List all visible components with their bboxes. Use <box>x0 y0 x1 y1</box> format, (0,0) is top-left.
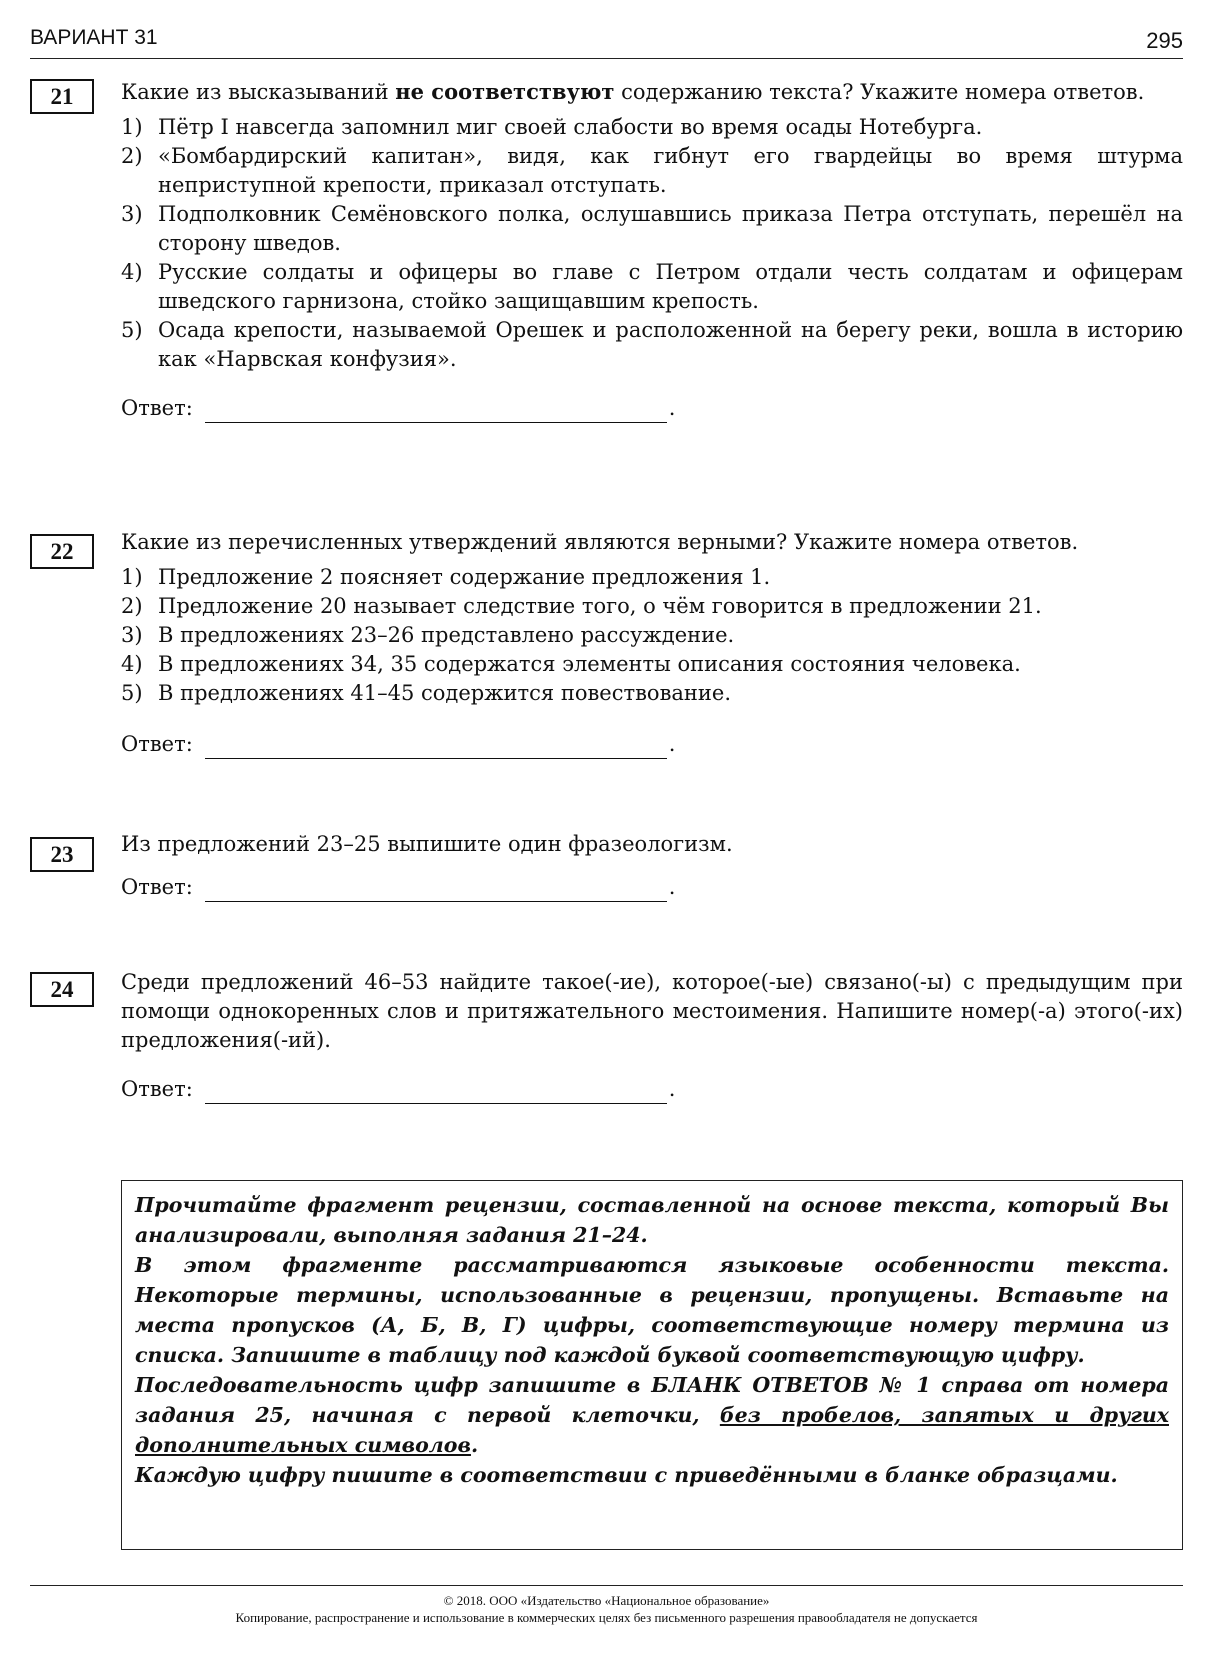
instructions-box <box>121 1180 1183 1550</box>
task-24 <box>30 968 1183 1104</box>
task-question: Среди предложений 46–53 найдите такое(-ие), которое(-ые) связано(-ы) с предыдущим при помощи однокоренных слов и притяжательного местоимения. Напишите номер(-а) этого(-их) предложения(-ий). <box>121 970 1183 1052</box>
option-item: 4) В предложениях 34, 35 содержатся элементы описания состояния человека. <box>121 652 1021 676</box>
answer-line[interactable] <box>205 1083 667 1104</box>
underlined-instruction: без пробелов, запятых и других дополнительных символов <box>135 1403 1169 1457</box>
task-number: 23 <box>30 837 94 872</box>
task-question: Какие из высказываний не соответствуют содержанию текста? Укажите номера ответов. <box>121 79 1145 104</box>
option-item: 3) В предложениях 23–26 представлено рассуждение. <box>121 623 735 647</box>
page-number: 295 <box>1146 28 1183 53</box>
task-number: 22 <box>30 534 94 569</box>
option-item: 4) Русские солдаты и офицеры во главе с Петром отдали честь солдатам и офицерам шведского гарнизона, стойко защищавшим крепость. <box>121 260 1183 313</box>
answer-field[interactable]: Ответ: . <box>121 873 1183 902</box>
task-number: 21 <box>30 79 94 114</box>
options-list <box>121 113 1183 374</box>
answer-field[interactable]: Ответ: . <box>121 1075 1183 1104</box>
answer-label: Ответ: <box>121 396 193 420</box>
option-item: 1) Пётр I навсегда запомнил миг своей слабости во время осады Нотебурга. <box>121 115 983 139</box>
option-item: 3) Подполковник Семёновского полка, ослушавшись приказа Петра отступать, перешёл на сторону шведов. <box>121 202 1183 255</box>
task-21 <box>30 77 1183 423</box>
copyright-line: © 2018. ООО «Издательство «Национальное образование» <box>443 1593 770 1608</box>
task-question: Из предложений 23–25 выпишите один фразеологизм. <box>121 832 733 856</box>
instruction-paragraph: Прочитайте фрагмент рецензии, составленной на основе текста, который Вы анализировали, выполняя задания 21–24. <box>135 1193 1169 1247</box>
answer-label: Ответ: <box>121 1077 193 1101</box>
task-number: 24 <box>30 972 94 1007</box>
answer-label: Ответ: <box>121 875 193 899</box>
instruction-paragraph: Каждую цифру пишите в соответствии с приведёнными в бланке образцами. <box>135 1463 1118 1487</box>
option-item: 1) Предложение 2 поясняет содержание предложения 1. <box>121 565 771 589</box>
task-question: Какие из перечисленных утверждений являются верными? Укажите номера ответов. <box>121 530 1079 554</box>
answer-line[interactable] <box>205 881 667 902</box>
options-list <box>121 563 1183 708</box>
variant-title: ВАРИАНТ 31 <box>30 26 158 49</box>
answer-line[interactable] <box>205 402 667 423</box>
option-item: 5) В предложениях 41–45 содержится повествование. <box>121 681 732 705</box>
option-item: 2) Предложение 20 называет следствие того, о чём говорится в предложении 21. <box>121 594 1042 618</box>
option-item: 2) «Бомбардирский капитан», видя, как гибнут его гвардейцы во время штурма неприступной крепости, приказал отступать. <box>121 144 1183 197</box>
answer-line[interactable] <box>205 738 667 759</box>
question-emphasis: не соответствуют <box>395 79 615 104</box>
answer-field[interactable]: Ответ: . <box>121 730 1183 759</box>
instruction-paragraph: Последовательность цифр запишите в БЛАНК ОТВЕТОВ № 1 справа от номера задания 25, начиная с первой клеточки, без пробелов, запятых и других дополнительных символов. <box>135 1373 1169 1457</box>
instruction-paragraph: В этом фрагменте рассматриваются языковые особенности текста. Некоторые термины, использованные в рецензии, пропущены. Вставьте на места пропусков (А, Б, В, Г) цифры, соответствующие номеру термина из списка. Запишите в таблицу под каждой буквой соответствующую цифру. <box>135 1253 1169 1367</box>
task-22 <box>30 528 1183 759</box>
answer-field[interactable]: Ответ: . <box>121 394 1183 423</box>
page-header <box>30 22 1183 59</box>
page-footer <box>30 1585 1183 1626</box>
copyright-notice: Копирование, распространение и использование в коммерческих целях без письменного разрешения правообладателя не допускается <box>235 1610 978 1625</box>
option-item: 5) Осада крепости, называемой Орешек и расположенной на берегу реки, вошла в историю как «Нарвская конфузия». <box>121 318 1183 371</box>
answer-label: Ответ: <box>121 732 193 756</box>
task-23 <box>30 830 1183 902</box>
